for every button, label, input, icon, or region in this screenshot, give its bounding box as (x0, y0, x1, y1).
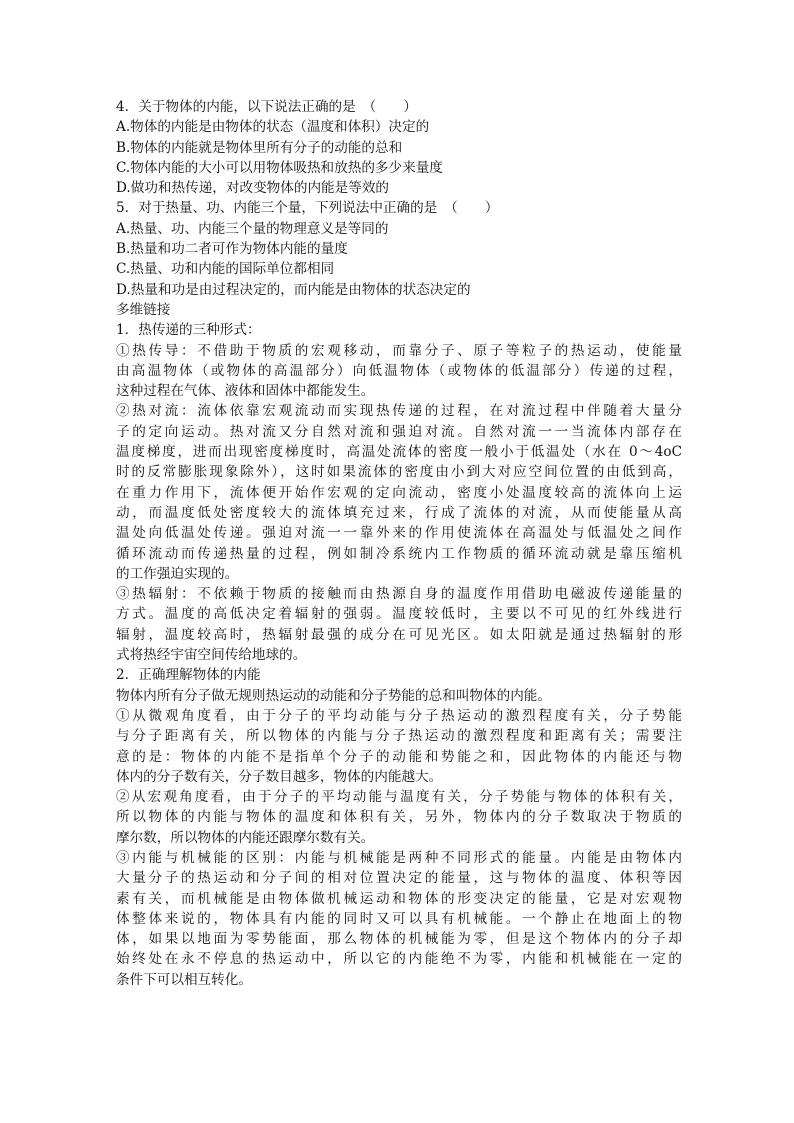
text-line: 这种过程在气体、液体和固体中都能发生。 (116, 383, 375, 400)
text-line: 2．正确理解物体的内能 (116, 667, 261, 684)
text-line: 5．对于热量、功、内能三个量，下列说法中正确的是 （ ） (116, 200, 499, 217)
text-line: 物体内所有分子做无规则热运动的动能和分子势能的总和叫物体的内能。 (116, 687, 551, 704)
text-line: 体内的分子数有关，分子数目越多，物体的内能越大。 (116, 768, 443, 785)
text-line: 所以物体的内能与物体的温度和体积有关，另外，物体内的分子数取决于物质的 (116, 809, 682, 826)
text-line: 由高温物体（或物体的高温部分）向低温物体（或物体的低温部分）传递的过程， (116, 362, 682, 379)
text-line: 意的是：物体的内能不是指单个分子的动能和势能之和，因此物体的内能还与物 (116, 748, 682, 765)
text-line: 温处向低温处传递。强迫对流一一靠外来的作用使流体在高温处与低温处之间作 (116, 525, 682, 542)
text-line: ③热辐射：不依赖于物质的接触而由热源自身的温度作用借助电磁波传递能量的 (116, 586, 682, 603)
text-line: A.热量、功、内能三个量的物理意义是等同的 (116, 220, 389, 237)
text-line: 体，如果以地面为零势能面，那么物体的机械能为零，但是这个物体内的分子却 (116, 931, 682, 948)
text-line: ①从微观角度看，由于分子的平均动能与分子热运动的激烈程度有关，分子势能 (116, 707, 682, 724)
text-line: 循环流动而传递热量的过程，例如制冷系统内工作物质的循环流动就是靠压缩机 (116, 545, 682, 562)
text-line: 式将热经宇宙空间传给地球的。 (116, 647, 307, 664)
text-line: 温度梯度，进而出现密度梯度时，高温处流体的密度一般小于低温处（水在 0～4oC (116, 444, 682, 461)
text-line: 的工作强迫实现的。 (116, 565, 239, 582)
text-line: 1．热传递的三种形式： (116, 322, 261, 339)
text-line: B.物体的内能就是物体里所有分子的动能的总和 (116, 139, 403, 156)
text-line: 多维链接 (116, 301, 171, 318)
text-line: 动，而温度低处密度较大的流体填充过来，行成了流体的对流，从而使能量从高 (116, 504, 682, 521)
text-line: 体整体来说的，物体具有内能的同时又可以具有机械能。一个静止在地面上的物 (116, 910, 682, 927)
text-line: 与分子距离有关，所以物体的内能与分子热运动的激烈程度和距离有关；需要注 (116, 728, 682, 745)
text-line: 大量分子的热运动和分子间的相对位置决定的能量，这与物体的温度、体积等因 (116, 870, 682, 887)
document-body (116, 97, 682, 990)
text-line: 始终处在永不停息的热运动中，所以它的内能绝不为零，内能和机械能在一定的 (116, 951, 682, 968)
text-line: 辐射，温度较高时，热辐射最强的成分在可见光区。如太阳就是通过热辐射的形 (116, 626, 682, 643)
text-line: 摩尔数，所以物体的内能还跟摩尔数有关。 (116, 829, 375, 846)
text-line: 条件下可以相互转化。 (116, 971, 252, 988)
text-line: 时的反常膨胀现象除外），这时如果流体的密度由小到大对应空间位置的由低到高， (116, 464, 682, 481)
text-line: ③内能与机械能的区别：内能与机械能是两种不同形式的能量。内能是由物体内 (116, 849, 682, 866)
text-line: 4．关于物体的内能，以下说法正确的是 （ ） (116, 99, 417, 115)
text-line: 方式。温度的高低决定着辐射的强弱。温度较低时，主要以不可见的红外线进行 (116, 606, 682, 623)
text-line: D.热量和功是由过程决定的，而内能是由物体的状态决定的 (116, 281, 471, 298)
text-line: 子的定向运动。热对流又分自然对流和强迫对流。自然对流一一当流体内部存在 (116, 423, 682, 440)
text-line: 在重力作用下，流体便开始作宏观的定向流动，密度小处温度较高的流体向上运 (116, 484, 682, 501)
text-line: ②热对流：流体依靠宏观流动而实现热传递的过程，在对流过程中伴随着大量分 (116, 403, 682, 420)
text-line: 素有关，而机械能是由物体做机械运动和物体的形变决定的能量，它是对宏观物 (116, 890, 682, 907)
text-line: B.热量和功二者可作为物体内能的量度 (116, 241, 348, 258)
text-line: D.做功和热传递，对改变物体的内能是等效的 (116, 180, 390, 197)
text-line: ②从宏观角度看，由于分子的平均动能与温度有关，分子势能与物体的体积有关， (116, 789, 682, 806)
text-line: ①热传导：不借助于物质的宏观移动，而靠分子、原子等粒子的热运动，使能量 (116, 342, 682, 359)
text-line: C.物体内能的大小可以用物体吸热和放热的多少来量度 (116, 159, 443, 176)
text-line: A.物体的内能是由物体的状态（温度和体积）决定的 (116, 119, 430, 136)
text-line: C.热量、功和内能的国际单位都相同 (116, 261, 335, 278)
